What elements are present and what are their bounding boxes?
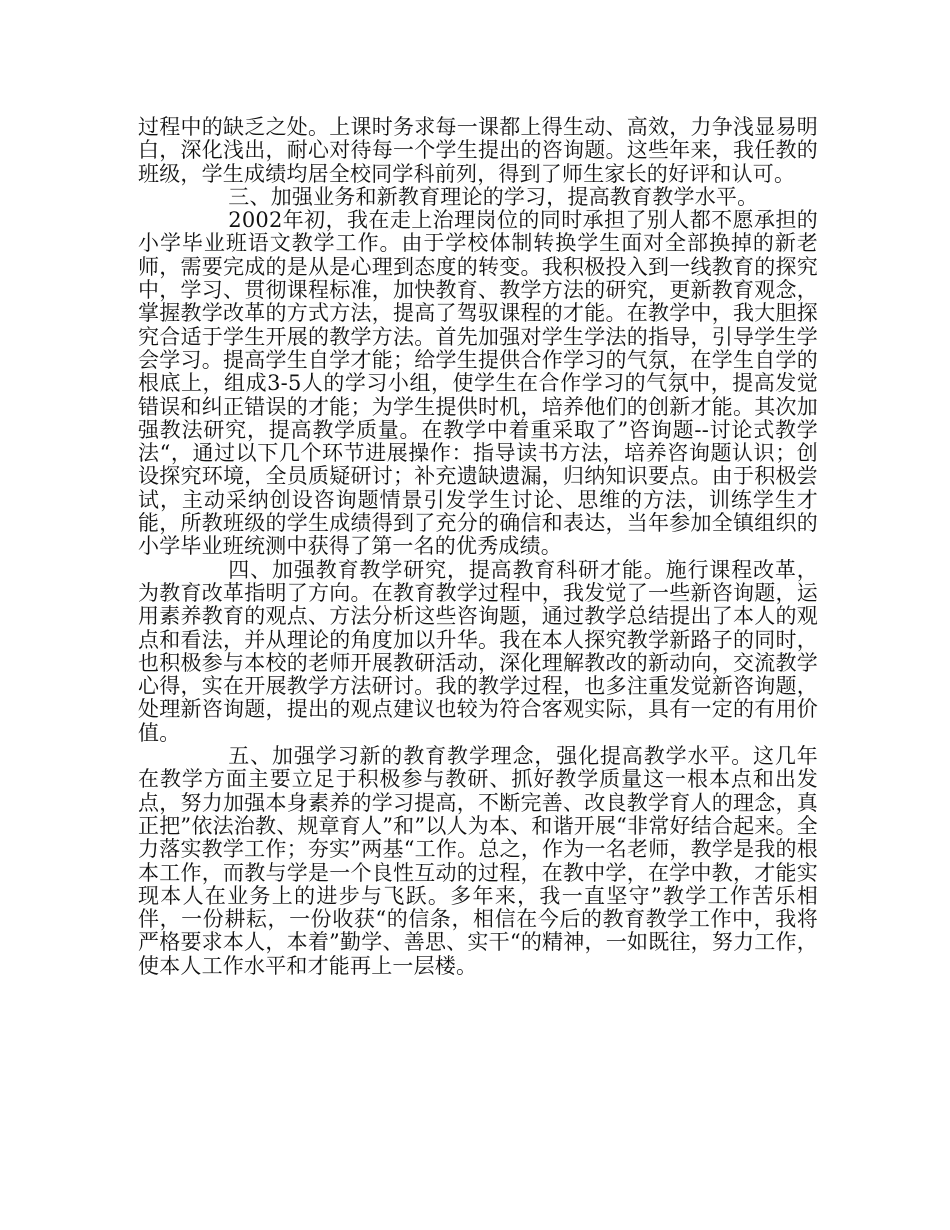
document-body bbox=[138, 116, 818, 978]
paragraph-teaching-methods: 2002年初，我在走上治理岗位的同时承担了别人都不愿承担的小学毕业班语文教学工作。由于学校体制转换学生面对全部换掉的新老师，需要完成的是从是心理到态度的转变。我积极投入到一线教育的探究中，学习、贯彻课程标准，加快教育、教学方法的研究，更新教育观念，掌握教学改革的方式方法，提高了驾驭课程的才能。在教学中，我大胆探究合适于学生开展的教学方法。首先加强对学生学法的指导，引导学生学会学习。提高学生自学才能；给学生提供合作学习的气氛，在学生自学的根底上，组成3-5人的学习小组，使学生在合作学习的气氛中，提高发觉错误和纠正错误的才能；为学生提供时机，培养他们的创新才能。其次加强教法研究，提高教学质量。在教学中着重采取了”咨询题--讨论式教学法“，通过以下几个环节进展操作：指导读书方法，培养咨询题认识；创设探究环境，全员质疑研讨；补充遗缺遗漏，归纳知识要点。由于积极尝试，主动采纳创设咨询题情景引发学生讨论、思维的方法，训练学生才能，所教班级的学生成绩得到了充分的确信和表达，当年参加全镇组织的小学毕业班统测中获得了第一名的优秀成绩。 bbox=[138, 208, 818, 559]
paragraph-continuation: 过程中的缺乏之处。上课时务求每一课都上得生动、高效，力争浅显易明白，深化浅出，耐心对待每一个学生提出的咨询题。这些年来，我任教的班级，学生成绩均居全校同学科前列，得到了师生家长的好评和认可。 bbox=[138, 115, 818, 186]
paragraph-section-five: 五、加强学习新的教育教学理念，强化提高教学水平。这几年在教学方面主要立足于积极参与教研、抓好教学质量这一根本点和出发点，努力加强本身素养的学习提高，不断完善、改良教学育人的理念，真正把”依法治教、规章育人”和”以人为本、和谐开展“非常好结合起来。全力落实教学工作；夯实”两基“工作。总之，作为一名老师，教学是我的根本工作，而教与学是一个良性互动的过程，在教中学，在学中教，才能实现本人在业务上的进步与飞跃。多年来，我一直坚守”教学工作苦乐相伴，一份耕耘，一份收获“的信条，相信在今后的教育教学工作中，我将严格要求本人，本着”勤学、善思、实干“的精神，一如既往，努力工作，使本人工作水平和才能再上一层楼。 bbox=[138, 744, 818, 978]
section-heading-three: 三、加强业务和新教育理论的学习，提高教育教学水平。 bbox=[228, 184, 759, 209]
paragraph-section-four: 四、加强教育教学研究，提高教育科研才能。施行课程改革，为教育改革指明了方向。在教育教学过程中，我发觉了一些新咨询题，运用素养教育的观点、方法分析这些咨询题，通过教学总结提出了本人的观点和看法，并从理论的角度加以升华。我在本人探究教学新路子的同时，也积极参与本校的老师开展教研活动，深化理解教改的新动向，交流教学心得，实在开展教学方法研讨。我的教学过程，也多注重发觉新咨询题，处理新咨询题，提出的观点建议也较为符合客观实际，具有一定的有用价值。 bbox=[138, 557, 818, 745]
